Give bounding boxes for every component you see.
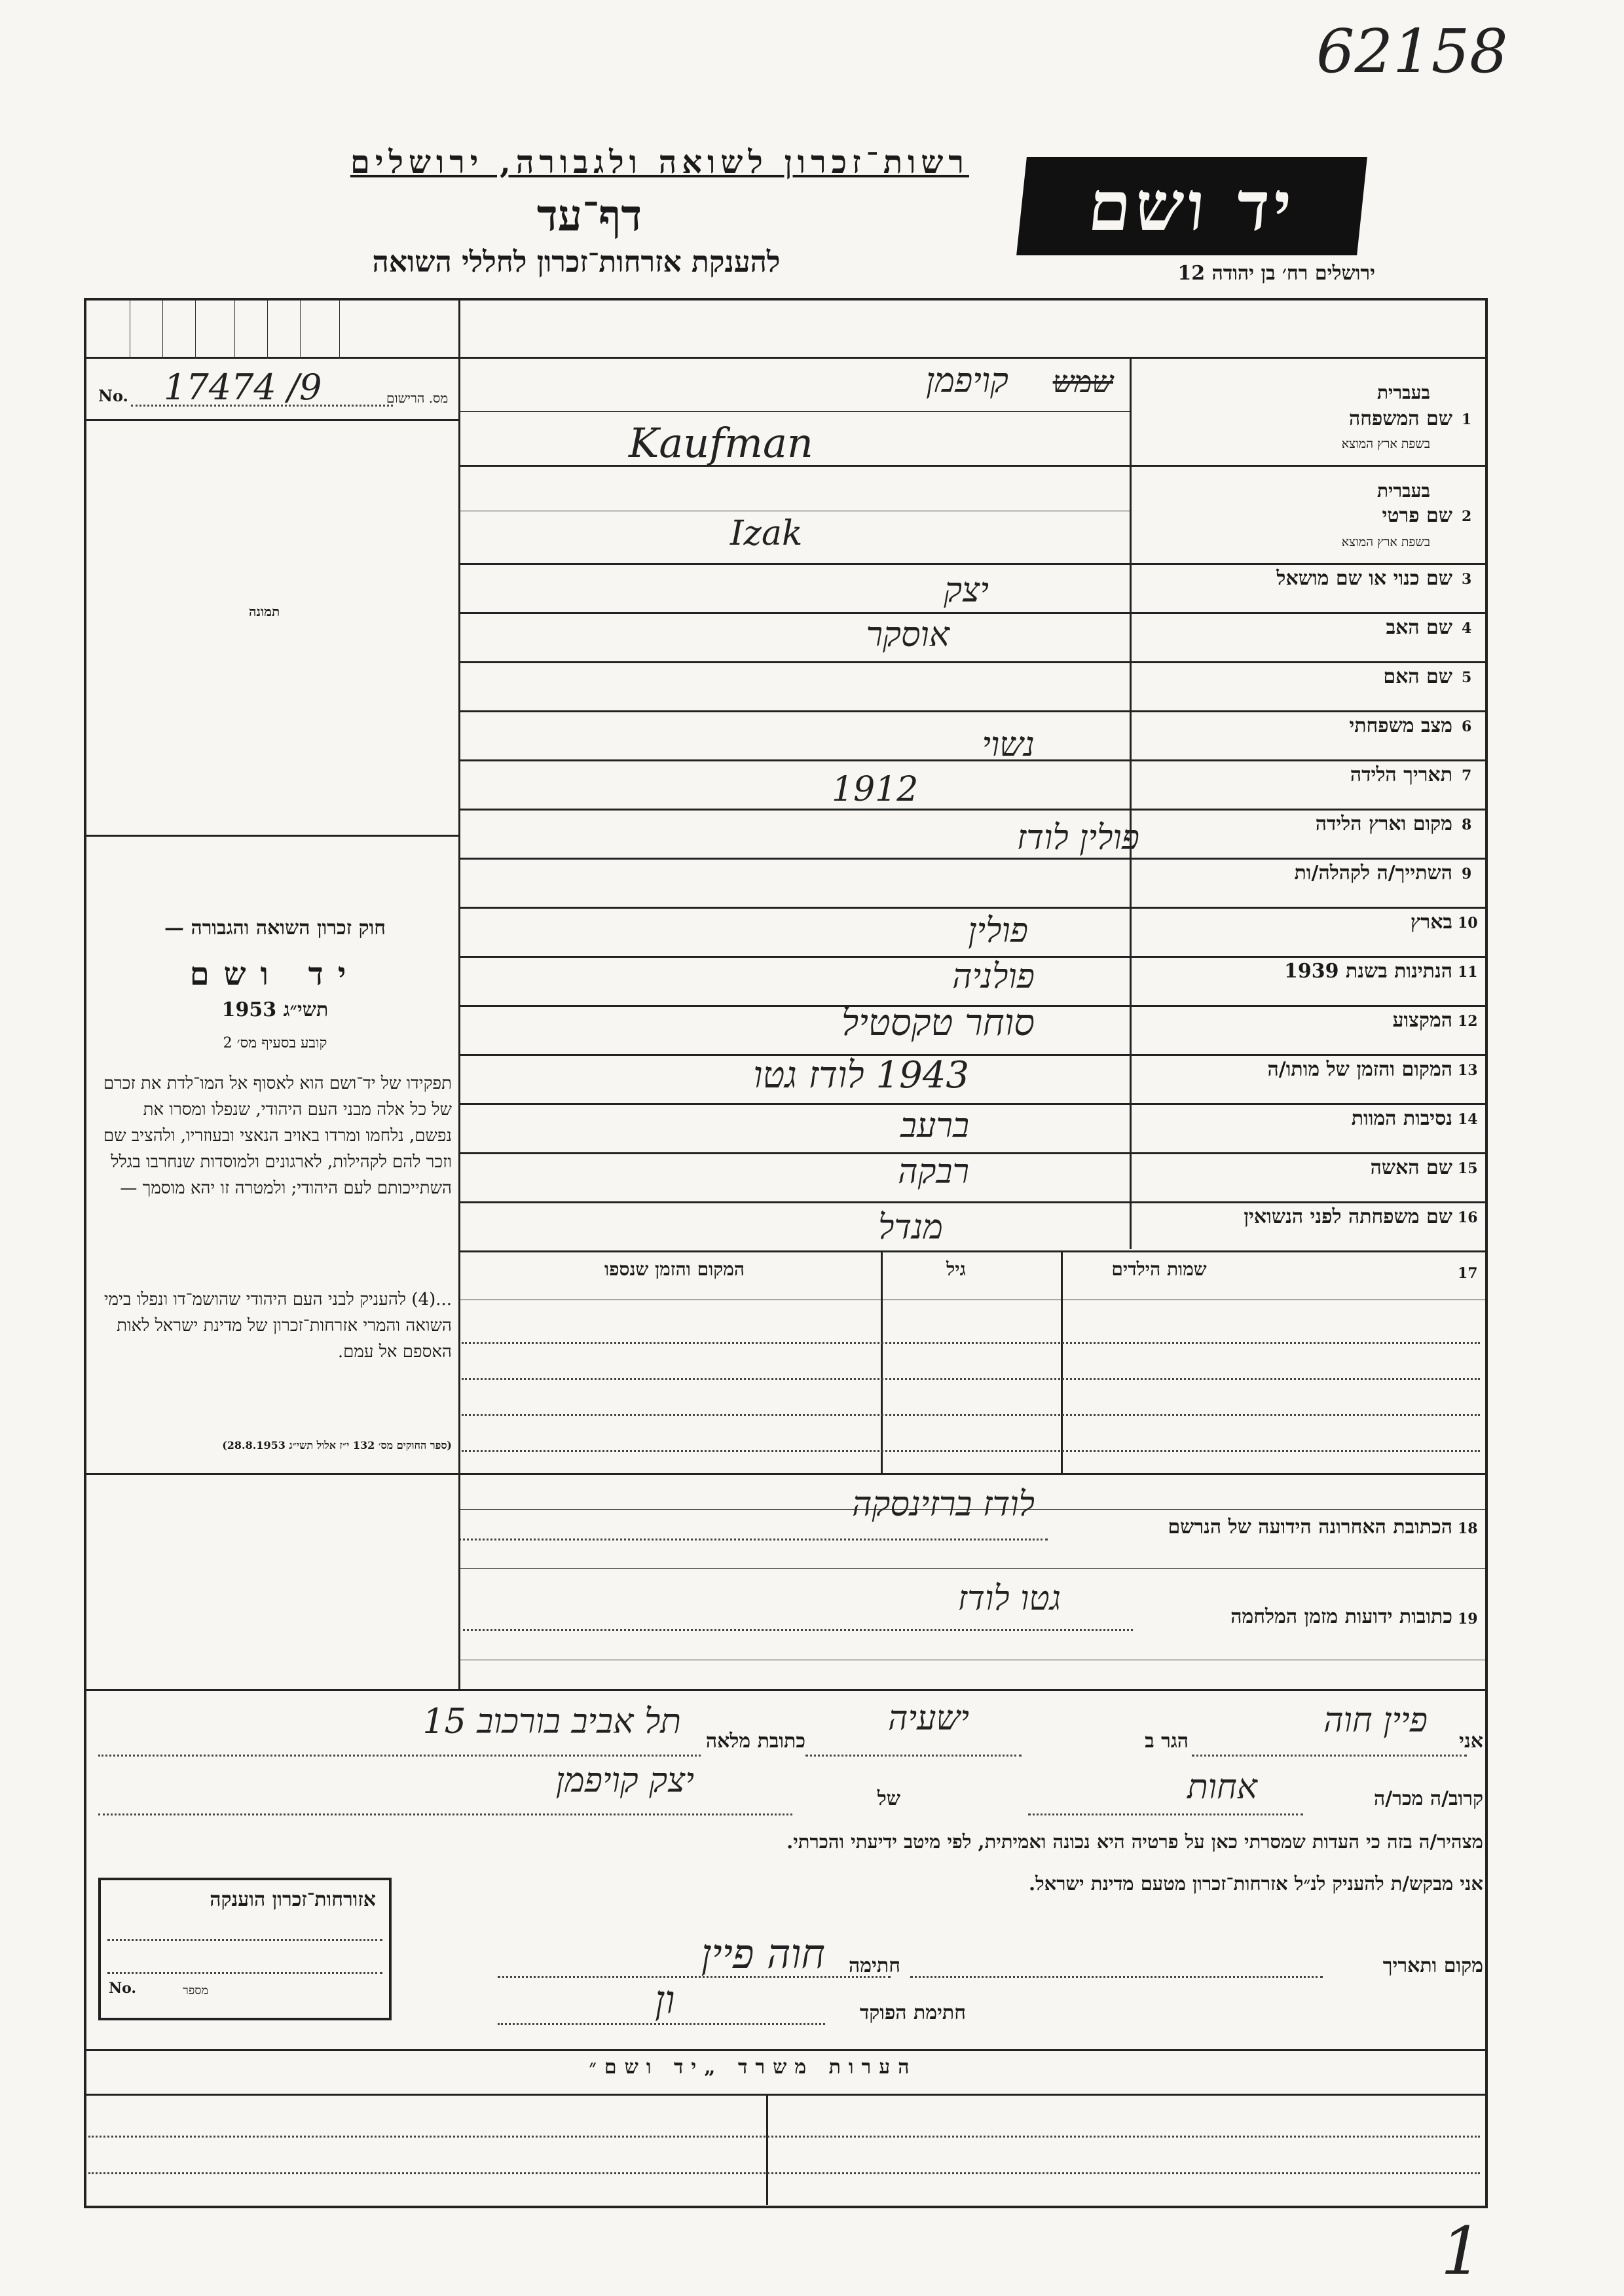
- logo-address: ירושלים רח׳ בן יהודה 12: [1177, 262, 1375, 285]
- decl-relative-value: אחות: [1187, 1768, 1257, 1807]
- field-label-birth-date: תאריך הלידה: [1350, 763, 1452, 786]
- field-number: 1: [1462, 411, 1472, 428]
- law-year: תשי״ג 1953: [221, 998, 329, 1021]
- decl-address-label: כתובת מלאה: [705, 1730, 805, 1753]
- field-label-marital-status: מצב משפחתי: [1349, 714, 1452, 737]
- field-value-country: פולין: [968, 911, 1028, 951]
- law-title: חוק זכרון השואה והגבורה —: [164, 917, 386, 939]
- decl-resides-label: הגר ב: [1145, 1730, 1189, 1753]
- decl-of-value: יצק קויפמן: [555, 1761, 694, 1800]
- law-paragraph-2: ...(4) להעניק לבני העם היהודי שהושמ־דו ונפלו בימי השואה והמרי אזרחות־זכרון של מדינת ישראל לאות האספם אל עמם.: [103, 1290, 452, 1362]
- field-number: 7: [1462, 767, 1472, 784]
- field-label-maiden-name: שם משפחתה לפני הנשואין: [1244, 1205, 1452, 1228]
- page-title: דף־עד: [536, 190, 642, 241]
- archive-number: 62158: [1316, 16, 1508, 86]
- field-value-family-name-origin: Kaufman: [629, 419, 813, 467]
- authority-heading: רשות־זכרון לשואה ולגבורה, ירושלים: [350, 144, 969, 181]
- field-label-mother-name: שם האם: [1383, 665, 1452, 688]
- field-value-citizenship-1939: פולניה: [952, 957, 1035, 996]
- children-col-place: המקום והזמן שנספו: [604, 1258, 745, 1280]
- field-number: 4: [1462, 620, 1472, 637]
- field-value-marital-status: נשוי: [982, 725, 1035, 765]
- citizenship-box-no-label: No.: [109, 1980, 137, 1997]
- field-label-father-name: שם האב: [1386, 616, 1452, 639]
- decl-request: אני מבקש/ת להעניק לנ״ל אזרחות־זכרון מטעם מדינת ישראל.: [1029, 1872, 1483, 1895]
- field-number: 16: [1458, 1209, 1478, 1226]
- field-number: 19: [1458, 1611, 1478, 1628]
- field-label-birth-place: מקום וארץ הלידה: [1315, 812, 1452, 835]
- officer-mark: ון: [655, 1977, 675, 2023]
- field-label-first-name: שם פרטי: [1382, 504, 1452, 527]
- decl-resides-value: ישעיה: [888, 1699, 969, 1738]
- decl-ani-value: פיין חוה: [1323, 1701, 1428, 1740]
- decl-relative-label: קרוב/ה מכר/ה: [1374, 1787, 1483, 1810]
- registration-no-label: No.: [98, 386, 128, 405]
- decl-officer-label: חתימת הפוקד: [859, 2001, 966, 2024]
- field-number: 8: [1462, 816, 1472, 833]
- citizenship-box-title: אזורחות־זכרון הוענקה: [210, 1888, 376, 1911]
- decl-statement: מצהיר/ה בזה כי העדות שמסרתי כאן על פרטיה היא נכונה ואמיתית, לפי מיטב ידיעתי והכרתי.: [786, 1831, 1483, 1853]
- registration-number: 17474 /9: [164, 367, 322, 408]
- field-number: 3: [1462, 571, 1472, 588]
- remarks-heading: הערות משרד „יד ושם״: [589, 2056, 917, 2079]
- registration-label: מס. הרישום: [386, 390, 449, 406]
- field-label-country: בארץ: [1410, 911, 1452, 934]
- field-sub-hebrew: בעברית: [1376, 382, 1430, 403]
- yad-vashem-logo: [1016, 157, 1367, 255]
- field-value-death-circumstances: ברעב: [900, 1106, 969, 1146]
- field-value-first-name-origin: Izak: [730, 514, 803, 553]
- field-label-wife-name: שם האשה: [1370, 1156, 1452, 1179]
- field-label-war-address: כתובות ידועות מזמן המלחמה: [1230, 1605, 1452, 1628]
- field-label-citizenship-1939: הנתינות בשנת 1939: [1283, 960, 1452, 983]
- field-number: 5: [1462, 669, 1472, 686]
- decl-ani-label: אני: [1459, 1730, 1483, 1753]
- field-label-family-name: שם המשפחה: [1348, 407, 1452, 430]
- field-label-last-address: הכתובת האחרונה הידועה של הנרשם: [1168, 1516, 1452, 1539]
- children-col-names: שמות הילדים: [1111, 1258, 1207, 1280]
- field-number: 14: [1458, 1111, 1478, 1128]
- law-clause: קובע בסעיף מס׳ 2: [223, 1035, 327, 1051]
- field-value-last-address: לודז ברזינסקה: [851, 1485, 1035, 1524]
- decl-of-label: של: [877, 1787, 900, 1810]
- field-value-profession: סוחר טקסטיל: [841, 1002, 1035, 1044]
- logo-text: יד ושם: [1084, 166, 1299, 246]
- field-value-struck: שמש: [1052, 364, 1113, 399]
- field-number: 15: [1458, 1160, 1478, 1177]
- citizenship-box-num-label: מספר: [183, 1984, 209, 1997]
- decl-signature-value: חוה פיין: [701, 1930, 825, 1978]
- decl-address-value: תל אביב בורכוב 15: [422, 1702, 681, 1741]
- field-number: 6: [1462, 718, 1472, 735]
- field-sub-origin: בשפת ארץ המוצא: [1341, 535, 1430, 549]
- field-value-wife-name: רבקה: [898, 1152, 969, 1192]
- field-label-nickname: שם כנוי או שם מושאל: [1276, 567, 1452, 590]
- field-value-nickname: יצק: [944, 571, 989, 610]
- field-label-community: השתייך/ה לקהלה/ות: [1294, 862, 1452, 884]
- field-value-birth-date: 1912: [832, 770, 919, 809]
- field-number: 13: [1458, 1062, 1478, 1079]
- children-col-age: גיל: [946, 1258, 966, 1280]
- law-paragraph-1: תפקידו של יד־ושם הוא לאסוף אל המו־לדת את זכרם של כל אלה מבני העם היהודי, שנפלו ומסרו את נפשם, נלחמו ומרדו באויב הנאצי ובעוזריו, ולהציב שם וזכר להם לקהילות, לארגונים ולמוסדות שנחרבו בגלל השתייכותם לעם היהודי; ולמטרה זו יהא מוסמך —: [103, 1074, 452, 1198]
- field-label-profession: המקצוע: [1392, 1009, 1452, 1032]
- field-value-birth-place: פולין לודז: [1016, 818, 1139, 858]
- corner-mark: 1: [1441, 2213, 1483, 2289]
- field-number: 2: [1462, 508, 1472, 525]
- law-name: יד ושם: [189, 956, 361, 993]
- field-number: 12: [1458, 1013, 1478, 1030]
- field-sub-origin: בשפת ארץ המוצא: [1341, 437, 1430, 451]
- field-number: 9: [1462, 866, 1472, 883]
- decl-place-date-label: מקום ותאריך: [1382, 1954, 1483, 1977]
- field-number: 18: [1458, 1520, 1478, 1537]
- field-label-death-place-time: המקום והזמן של מותו/ה: [1267, 1058, 1452, 1081]
- field-label-death-circumstances: נסיבות המוות: [1351, 1107, 1452, 1130]
- field-value-family-name-hebrew: קויפמן: [925, 361, 1008, 401]
- decl-signature-label: חתימה: [849, 1954, 900, 1977]
- field-value-war-address: גטו לודז: [957, 1579, 1061, 1618]
- field-number: 17: [1458, 1265, 1478, 1282]
- photo-area-label: תמונה: [249, 604, 280, 619]
- field-number: 10: [1458, 915, 1478, 932]
- law-reference: (ספר החוקים מס׳ 132 י״ז אלול תשי״ג 28.8.1953): [222, 1439, 452, 1451]
- field-value-death-place-time: 1943 לודז גטו: [753, 1054, 969, 1097]
- field-value-father-name: אוסקר: [866, 615, 950, 655]
- field-sub-hebrew: בעברית: [1376, 480, 1430, 501]
- page-subtitle: להענקת אזרחות־זכרון לחללי השואה: [372, 246, 781, 279]
- field-number: 11: [1458, 964, 1478, 981]
- citizenship-box: [98, 1878, 392, 2020]
- field-value-maiden-name: מנדל: [878, 1208, 943, 1247]
